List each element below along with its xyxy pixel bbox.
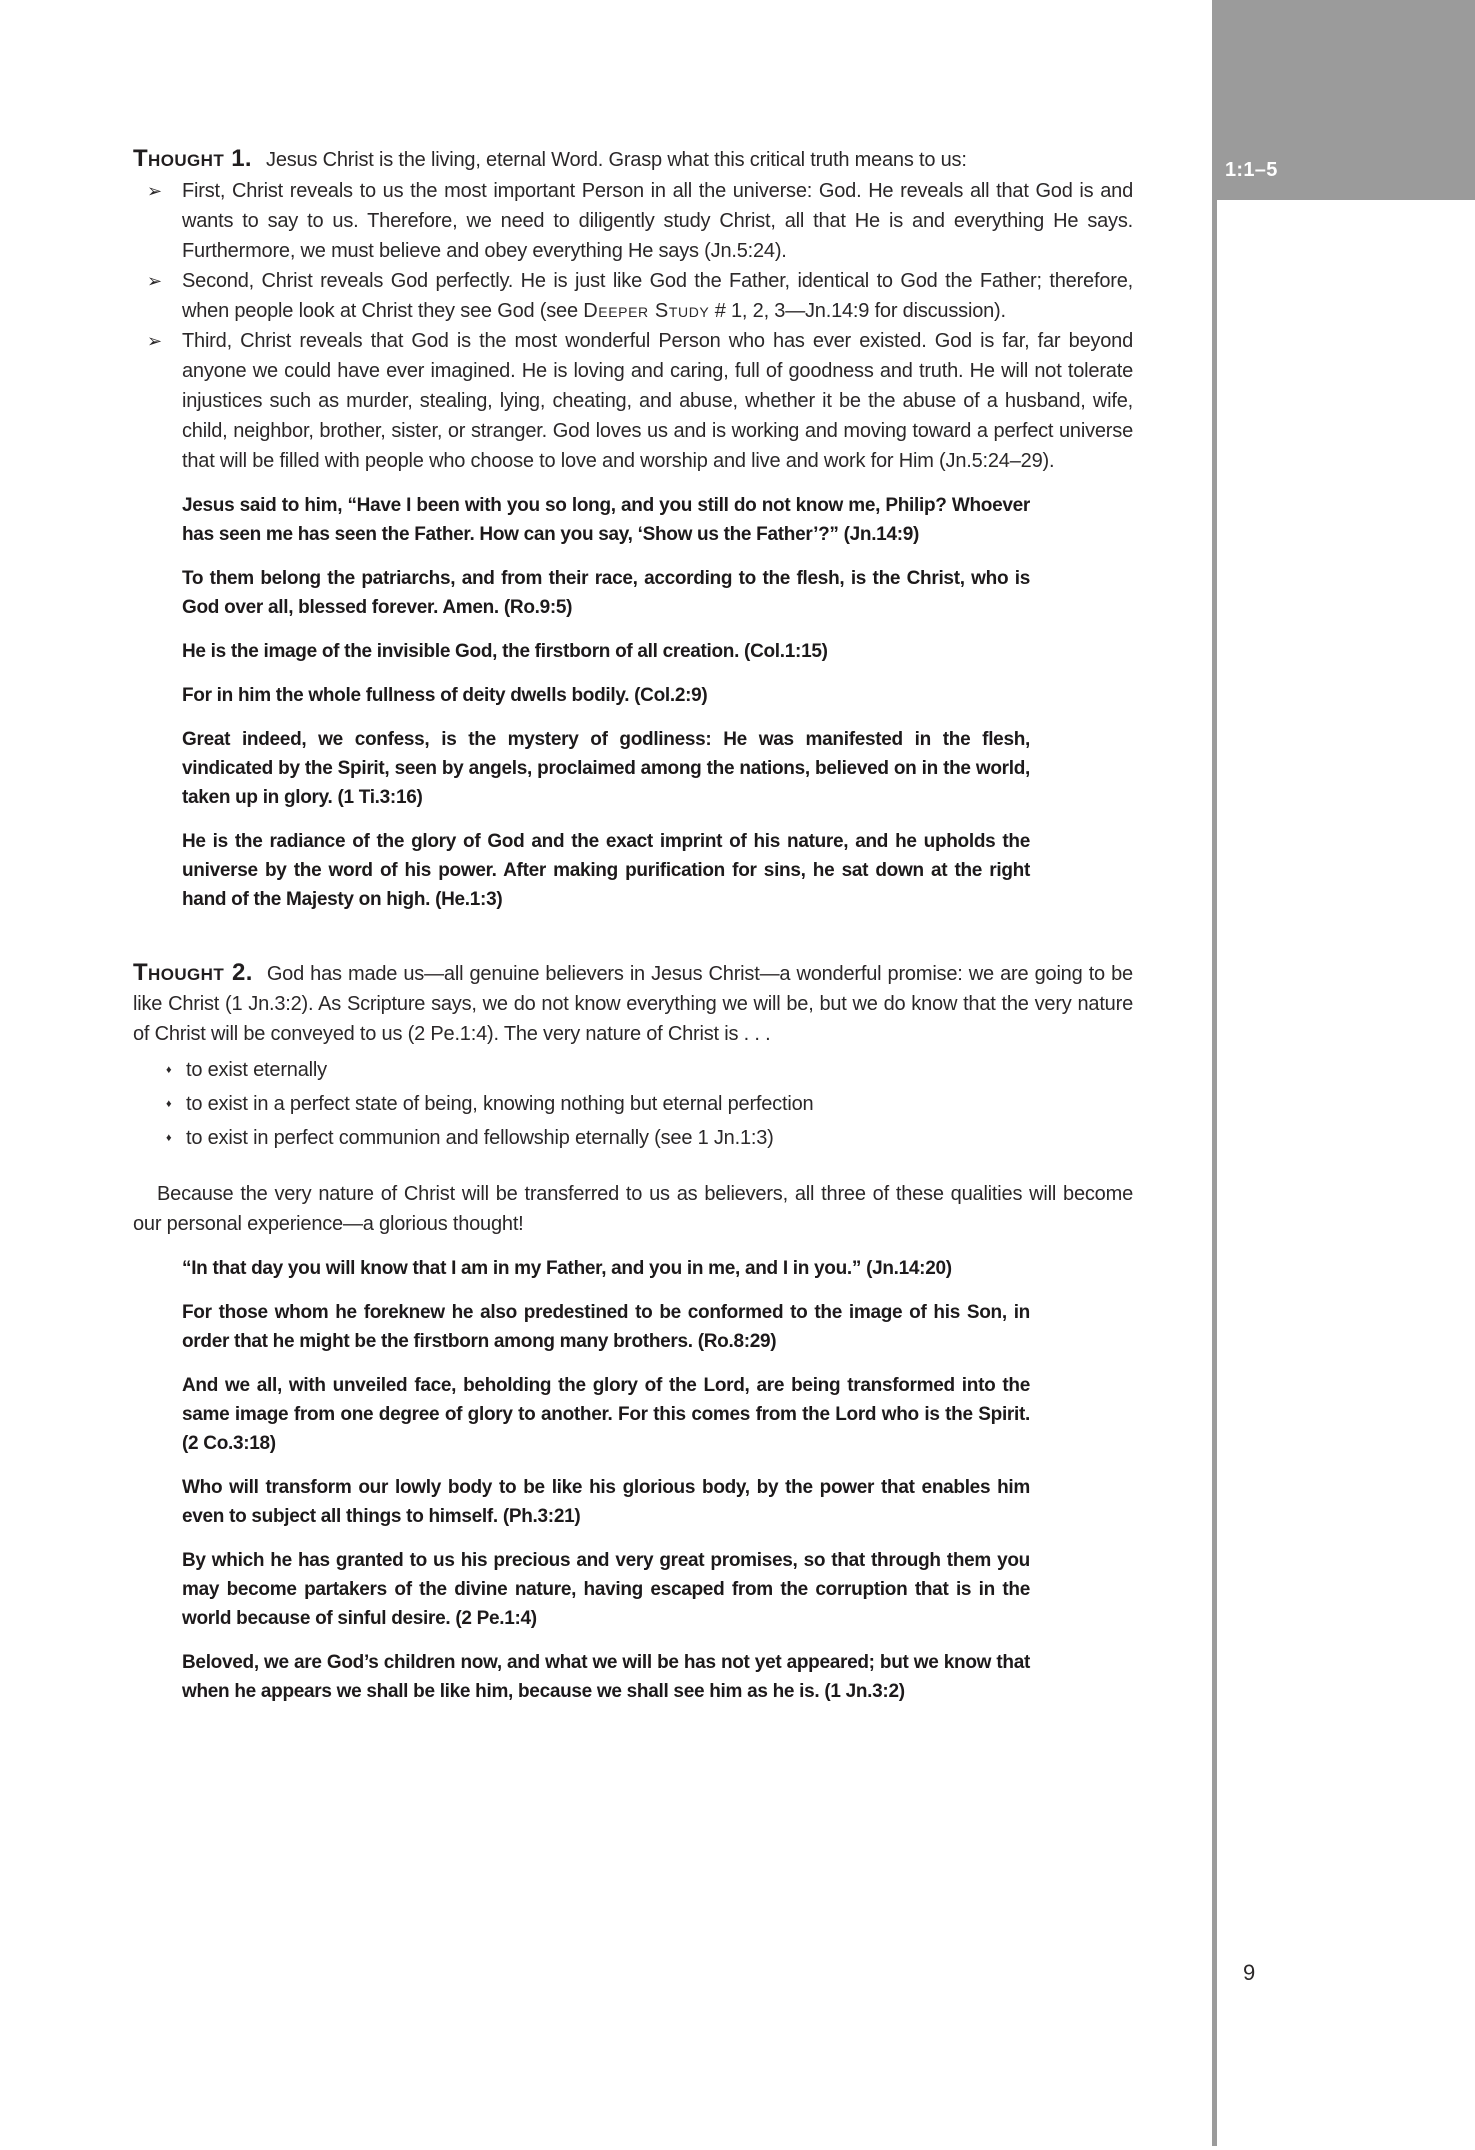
chapter-verse-reference: 1:1–5 xyxy=(1225,159,1278,181)
scripture-quote: Jesus said to him, “Have I been with you so long, and you still do not know me, Philip? Whoever has seen me has seen the Father. How can you say, ‘Show us the Father’?” (Jn.14:9) xyxy=(182,495,1030,545)
thought1-bullet-list xyxy=(133,176,1133,476)
thought1-heading: Thought 1. xyxy=(133,145,253,172)
scripture-quote: He is the radiance of the glory of God and the exact imprint of his nature, and he upholds the universe by the word of his power. After making purification for sins, he sat down at the right hand of the Majesty on high. (He.1:3) xyxy=(182,831,1030,910)
thought1-intro-text: Jesus Christ is the living, eternal Word. Grasp what this critical truth means to us: xyxy=(266,149,967,171)
thought1-scripture-quotes xyxy=(133,491,1133,914)
list-item xyxy=(133,1087,1133,1121)
arrow-bullet-icon: ➢ xyxy=(147,181,162,201)
list-item xyxy=(133,176,1133,266)
bullet-text: # 1, 2, 3—Jn.14:9 for discussion). xyxy=(709,300,1006,322)
list-item xyxy=(133,1053,1133,1087)
arrow-bullet-icon: ➢ xyxy=(147,331,162,351)
scripture-quote: Beloved, we are God’s children now, and what we will be has not yet appeared; but we know that when he appears we shall be like him, because we shall see him as he is. (1 Jn.3:2) xyxy=(182,1652,1030,1702)
scripture-quote: And we all, with unveiled face, beholding the glory of the Lord, are being transformed into the same image from one degree of glory to another. For this comes from the Lord who is the Spirit. (2 Co.3:18) xyxy=(182,1375,1030,1454)
scripture-quote: Great indeed, we confess, is the mystery of godliness: He was manifested in the flesh, vindicated by the Spirit, seen by angels, proclaimed among the nations, believed on in the world, taken up in glory. (1 Ti.3:16) xyxy=(182,729,1030,808)
list-item-text: to exist in a perfect state of being, knowing nothing but eternal perfection xyxy=(186,1093,814,1115)
scripture-quote: For in him the whole fullness of deity dwells bodily. (Col.2:9) xyxy=(182,685,708,706)
thought2-scripture-quotes xyxy=(133,1254,1133,1706)
scripture-quote: Who will transform our lowly body to be like his glorious body, by the power that enables him even to subject all things to himself. (Ph.3:21) xyxy=(182,1477,1030,1527)
scripture-quote: “In that day you will know that I am in my Father, and you in me, and I in you.” (Jn.14:20) xyxy=(182,1258,952,1279)
bullet-text: Second, Christ reveals God perfectly. He is just like God the Father, identical to God the Father; therefore, when people look at Christ they see God (see xyxy=(182,270,1133,322)
list-item xyxy=(133,326,1133,476)
thought1-intro-paragraph xyxy=(133,144,1133,175)
scripture-quote: He is the image of the invisible God, the firstborn of all creation. (Col.1:15) xyxy=(182,641,828,662)
arrow-bullet-icon: ➢ xyxy=(147,271,162,291)
chapter-tab xyxy=(1212,0,1475,200)
thought2-diamond-list xyxy=(133,1053,1133,1155)
bullet-text: Third, Christ reveals that God is the most wonderful Person who has ever existed. God is far, far beyond anyone we could have ever imagined. He is loving and caring, full of goodness and truth. He will not tolerate injustices such as murder, stealing, lying, cheating, and abuse, whether it be the abuse of a husband, wife, child, neighbor, brother, sister, or stranger. God loves us and is working and moving toward a perfect universe that will be filled with people who choose to love and worship and live and work for Him (Jn.5:24–29). xyxy=(182,330,1133,472)
diamond-bullet-icon: ♦ xyxy=(166,1064,172,1076)
thought2-intro-paragraph xyxy=(133,958,1133,1049)
thought2-heading: Thought 2. xyxy=(133,959,253,986)
scripture-quote: To them belong the patriarchs, and from their race, according to the flesh, is the Christ, who is God over all, blessed forever. Amen. (Ro.9:5) xyxy=(182,568,1030,618)
list-item-text: to exist eternally xyxy=(186,1059,327,1081)
scripture-quote: For those whom he foreknew he also predestined to be conformed to the image of his Son, in order that he might be the firstborn among many brothers. (Ro.8:29) xyxy=(182,1302,1030,1352)
thought2-body-paragraph: Because the very nature of Christ will be transferred to us as believers, all three of these qualities will become our personal experience—a glorious thought! xyxy=(133,1183,1133,1235)
diamond-bullet-icon: ♦ xyxy=(166,1132,172,1144)
list-item xyxy=(133,1121,1133,1155)
diamond-bullet-icon: ♦ xyxy=(166,1098,172,1110)
content-column xyxy=(133,144,1133,1706)
scripture-quote: By which he has granted to us his precious and very great promises, so that through them you may become partakers of the divine nature, having escaped from the corruption that is in the world because of sinful desire. (2 Pe.1:4) xyxy=(182,1550,1030,1629)
list-item-text: to exist in perfect communion and fellowship eternally (see 1 Jn.1:3) xyxy=(186,1127,774,1149)
thought2-intro-text: God has made us—all genuine believers in Jesus Christ—a wonderful promise: we are going to be like Christ (1 Jn.3:2). As Scripture says, we do not know everything we will be, but we do know that the very nature of Christ will be conveyed to us (2 Pe.1:4). The very nature of Christ is . . . xyxy=(133,963,1133,1045)
list-item xyxy=(133,266,1133,326)
bullet-text: First, Christ reveals to us the most important Person in all the universe: God. He reveals all that God is and wants to say to us. Therefore, we need to diligently study Christ, all that He is and everything He says. Furthermore, we must believe and obey everything He says (Jn.5:24). xyxy=(182,180,1133,262)
margin-rule xyxy=(1212,200,1217,2146)
page-number: 9 xyxy=(1243,1960,1256,1985)
deeper-study-smallcaps: Deeper Study xyxy=(583,300,710,322)
